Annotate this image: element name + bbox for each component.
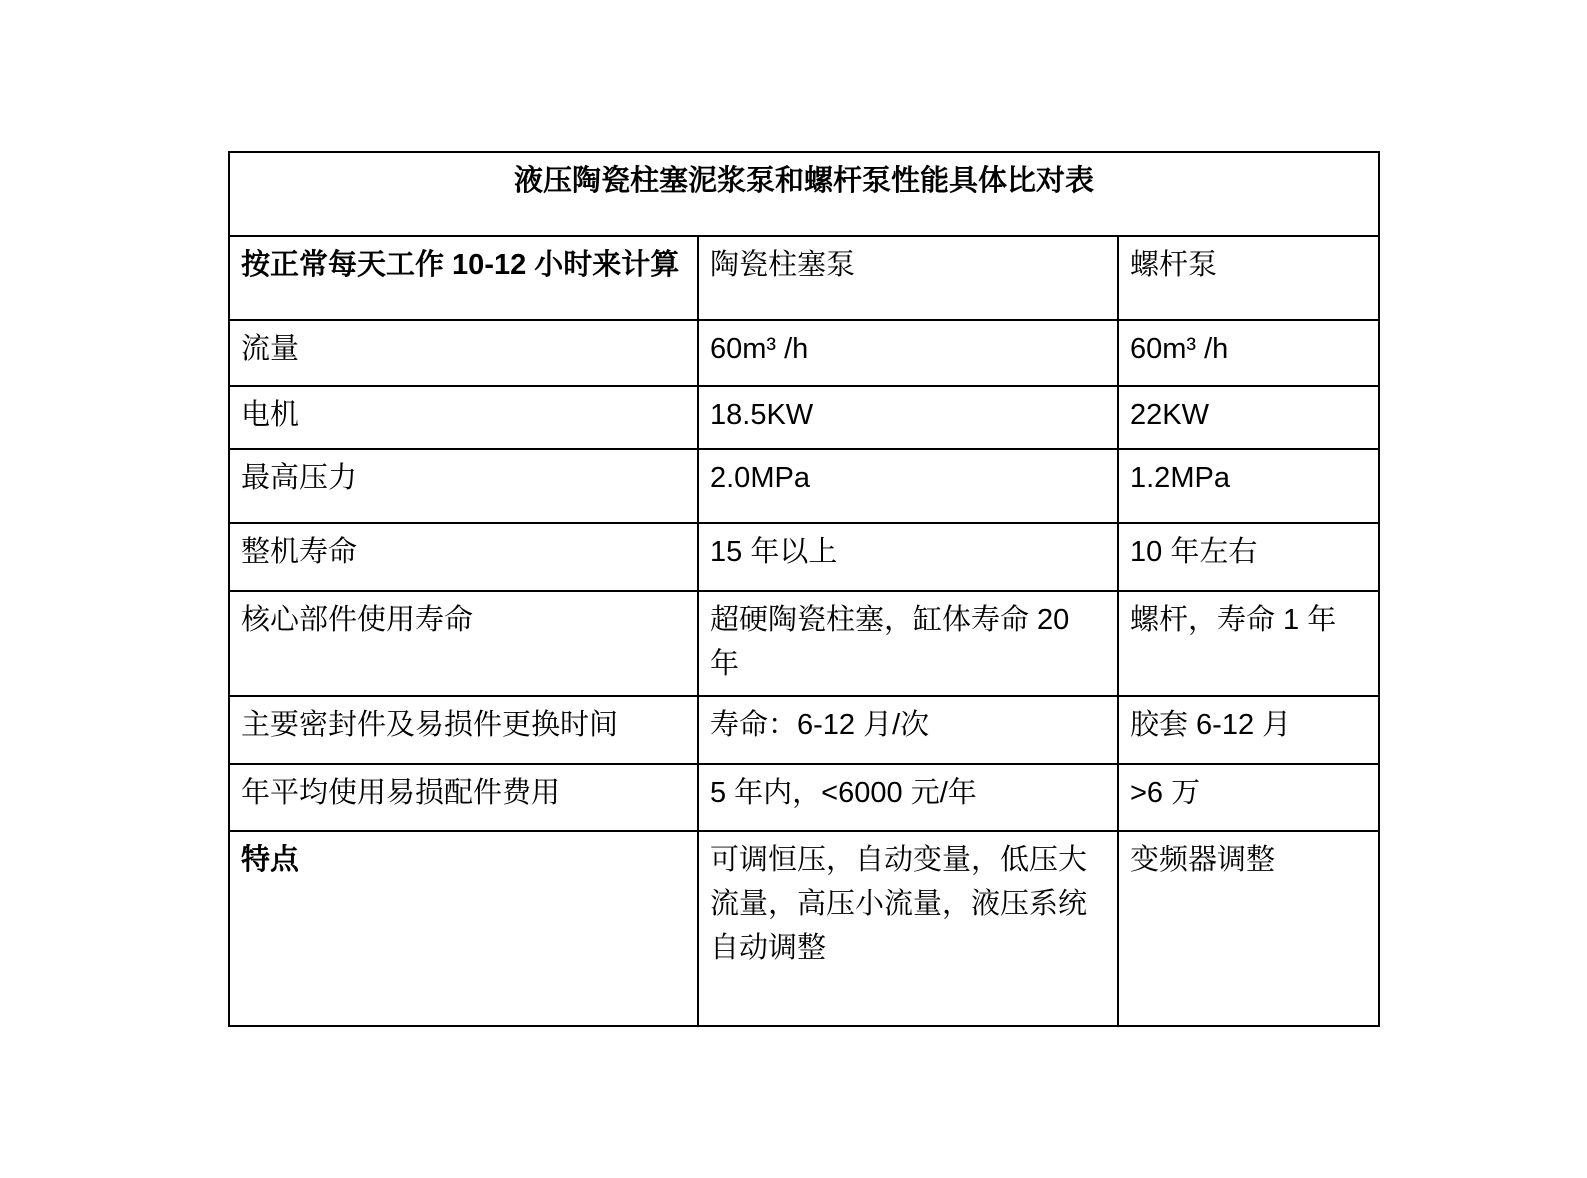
- cell-motor-screw: 22KW: [1118, 386, 1379, 449]
- table-row-features: [229, 831, 1379, 1026]
- title-row: [229, 152, 1379, 236]
- cell-flow-screw: 60m³ /h: [1118, 320, 1379, 386]
- table-title: 液压陶瓷柱塞泥浆泵和螺杆泵性能具体比对表: [229, 152, 1379, 236]
- header-criteria-note: 按正常每天工作 10-12 小时来计算: [229, 236, 698, 320]
- cell-motor-ceramic: 18.5KW: [698, 386, 1118, 449]
- table-row-flow: [229, 320, 1379, 386]
- row-label-seal-replacement: 主要密封件及易损件更换时间: [229, 696, 698, 764]
- row-label-machine-life: 整机寿命: [229, 523, 698, 591]
- cell-features-ceramic: 可调恒压，自动变量，低压大流量，高压小流量，液压系统自动调整: [698, 831, 1118, 1026]
- cell-seal-replacement-ceramic: 寿命：6-12 月/次: [698, 696, 1118, 764]
- header-ceramic-pump: 陶瓷柱塞泵: [698, 236, 1118, 320]
- row-label-core-parts-life: 核心部件使用寿命: [229, 591, 698, 696]
- table-row-core-parts-life: [229, 591, 1379, 696]
- cell-machine-life-screw: 10 年左右: [1118, 523, 1379, 591]
- cell-max-pressure-ceramic: 2.0MPa: [698, 449, 1118, 523]
- row-label-max-pressure: 最高压力: [229, 449, 698, 523]
- cell-flow-ceramic: 60m³ /h: [698, 320, 1118, 386]
- row-label-flow: 流量: [229, 320, 698, 386]
- cell-annual-parts-cost-screw: >6 万: [1118, 764, 1379, 831]
- cell-core-parts-life-ceramic: 超硬陶瓷柱塞，缸体寿命 20 年: [698, 591, 1118, 696]
- table-row-annual-parts-cost: [229, 764, 1379, 831]
- cell-seal-replacement-screw: 胶套 6-12 月: [1118, 696, 1379, 764]
- cell-max-pressure-screw: 1.2MPa: [1118, 449, 1379, 523]
- header-screw-pump: 螺杆泵: [1118, 236, 1379, 320]
- cell-annual-parts-cost-ceramic: 5 年内，<6000 元/年: [698, 764, 1118, 831]
- header-row: [229, 236, 1379, 320]
- row-label-motor: 电机: [229, 386, 698, 449]
- cell-machine-life-ceramic: 15 年以上: [698, 523, 1118, 591]
- row-label-features: 特点: [229, 831, 698, 1026]
- table-row-machine-life: [229, 523, 1379, 591]
- table-row-motor: [229, 386, 1379, 449]
- pump-comparison-table: [228, 151, 1380, 1027]
- cell-core-parts-life-screw: 螺杆，寿命 1 年: [1118, 591, 1379, 696]
- cell-features-screw: 变频器调整: [1118, 831, 1379, 1026]
- row-label-annual-parts-cost: 年平均使用易损配件费用: [229, 764, 698, 831]
- table-row-max-pressure: [229, 449, 1379, 523]
- table-row-seal-replacement: [229, 696, 1379, 764]
